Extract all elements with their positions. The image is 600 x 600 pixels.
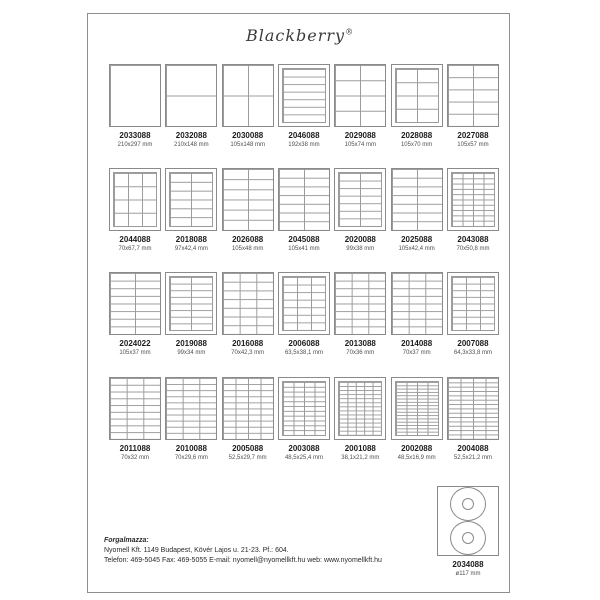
product-size: 52,5x29,7 mm [228, 455, 267, 461]
label-sheet-thumbnail [165, 168, 217, 231]
product-code: 2002088 [401, 444, 433, 453]
cd-disc-hole-icon [462, 532, 474, 544]
label-sheet-thumbnail [278, 168, 330, 231]
product-size: 192x38 mm [288, 142, 320, 148]
product-item [108, 377, 162, 462]
product-code: 2005088 [232, 444, 264, 453]
label-grid [113, 172, 157, 227]
product-size: 210x148 mm [173, 142, 209, 148]
label-sheet-thumbnail [447, 168, 499, 231]
label-sheet-thumbnail [222, 168, 274, 231]
label-grid [223, 65, 273, 126]
product-size: 70x50,8 mm [456, 246, 490, 252]
label-grid [110, 273, 160, 334]
product-size: 70x37 mm [402, 350, 431, 356]
product-code: 2044088 [119, 235, 151, 244]
product-item [108, 272, 162, 357]
distributor-label: Forgalmazza: [104, 537, 149, 544]
label-grid [335, 65, 385, 126]
label-sheet-thumbnail [109, 272, 161, 335]
product-item [446, 168, 500, 253]
product-size: 63,5x38,1 mm [284, 350, 323, 356]
product-item [333, 272, 387, 357]
label-grid [282, 276, 326, 331]
label-grid [448, 378, 498, 439]
product-size: 48,5x25,4 mm [284, 455, 323, 461]
product-row-4 [108, 377, 500, 462]
product-code: 2026088 [232, 235, 264, 244]
product-item [221, 64, 275, 149]
product-code: 2001088 [344, 444, 376, 453]
label-sheet-thumbnail [165, 272, 217, 335]
product-item [333, 377, 387, 462]
product-item [390, 377, 444, 462]
product-size: 70x29,6 mm [174, 455, 208, 461]
product-code: 2018088 [175, 235, 207, 244]
product-item [446, 377, 500, 462]
label-sheet-thumbnail [278, 377, 330, 440]
distributor-footer [104, 536, 382, 566]
product-code: 2007088 [457, 339, 489, 348]
label-grid [282, 381, 326, 436]
product-code: 2029088 [344, 131, 376, 140]
label-grid [166, 378, 216, 439]
label-grid [392, 273, 442, 334]
label-sheet-thumbnail [109, 64, 161, 127]
product-item [164, 272, 218, 357]
product-code: 2004088 [457, 444, 489, 453]
product-code: 2003088 [288, 444, 320, 453]
product-code: 2045088 [288, 235, 320, 244]
product-code: 2006088 [288, 339, 320, 348]
label-grid [335, 273, 385, 334]
label-grid [223, 169, 273, 230]
product-code: 2046088 [288, 131, 320, 140]
product-size: 70x36 mm [346, 350, 375, 356]
label-sheet-thumbnail [165, 64, 217, 127]
product-item [390, 272, 444, 357]
product-row-3 [108, 272, 500, 357]
product-item [164, 64, 218, 149]
product-item [108, 168, 162, 253]
label-sheet-thumbnail [278, 64, 330, 127]
label-grid [223, 378, 273, 439]
label-grid [169, 172, 213, 227]
product-item [164, 168, 218, 253]
product-code: 2019088 [175, 339, 207, 348]
label-sheet-thumbnail [109, 377, 161, 440]
product-item [277, 272, 331, 357]
label-sheet-thumbnail [391, 272, 443, 335]
product-code: 2014088 [401, 339, 433, 348]
product-size: 105x70 mm [400, 142, 433, 148]
product-size: 38,1x21,2 mm [341, 455, 380, 461]
product-size: 105x74 mm [344, 142, 376, 148]
label-sheet-thumbnail [447, 64, 499, 127]
product-size: 105x148 mm [230, 142, 265, 148]
label-sheet-thumbnail [334, 168, 386, 231]
cd-disc-icon [450, 521, 486, 555]
product-item [446, 272, 500, 357]
label-grid [279, 169, 329, 230]
product-item [164, 377, 218, 462]
product-size: 70x42,3 mm [231, 350, 265, 356]
label-sheet-thumbnail [391, 168, 443, 231]
product-code: 2027088 [457, 131, 489, 140]
label-sheet-thumbnail [334, 377, 386, 440]
label-grid [110, 65, 160, 126]
product-item [390, 168, 444, 253]
label-grid [223, 273, 273, 334]
brand-name: Blackberry [245, 26, 346, 45]
product-code: 2016088 [232, 339, 264, 348]
label-grid [395, 381, 439, 436]
product-size: ø117 mm [455, 571, 481, 577]
product-item [333, 168, 387, 253]
product-item [333, 64, 387, 149]
product-code: 2010088 [175, 444, 207, 453]
product-size: 210x297 mm [117, 142, 153, 148]
label-sheet-thumbnail [447, 377, 499, 440]
product-code: 2033088 [119, 131, 151, 140]
product-size: 97x42,4 mm [174, 246, 208, 252]
label-grid [392, 169, 442, 230]
distributor-address: Nyomell Kft. 1149 Budapest, Kövér Lajos u. 21-23. Pf.: 604. [104, 547, 289, 554]
product-code: 2025088 [401, 235, 433, 244]
label-sheet-thumbnail [334, 64, 386, 127]
product-size: 70x67,7 mm [118, 246, 152, 252]
label-sheet-thumbnail [222, 377, 274, 440]
product-size: 105x48 mm [231, 246, 264, 252]
product-size: 105x42,4 mm [398, 246, 435, 252]
product-item [221, 272, 275, 357]
product-row-2 [108, 168, 500, 253]
product-code: 2011088 [119, 444, 151, 453]
product-size: 105x57 mm [457, 142, 489, 148]
product-item [277, 377, 331, 462]
product-item [446, 64, 500, 149]
label-sheet-thumbnail [165, 377, 217, 440]
label-sheet-thumbnail [334, 272, 386, 335]
label-grid [395, 68, 439, 123]
label-sheet-thumbnail [109, 168, 161, 231]
label-grid [169, 276, 213, 331]
product-code: 2034088 [452, 560, 484, 569]
label-sheet-thumbnail [222, 64, 274, 127]
label-sheet-thumbnail [222, 272, 274, 335]
label-sheet-thumbnail [278, 272, 330, 335]
product-item [108, 64, 162, 149]
product-item [277, 64, 331, 149]
product-item [221, 168, 275, 253]
label-grid [338, 172, 382, 227]
label-sheet-thumbnail [391, 377, 443, 440]
product-size: 105x37 mm [119, 350, 151, 356]
product-item [277, 168, 331, 253]
label-grid [451, 172, 495, 227]
product-item [390, 64, 444, 149]
product-size: 105x41 mm [288, 246, 320, 252]
product-item [221, 377, 275, 462]
product-size: 99x34 mm [177, 350, 206, 356]
registered-trademark-mark: ® [345, 27, 355, 37]
label-grid [338, 381, 382, 436]
product-code: 2024022 [119, 339, 151, 348]
label-grid [110, 378, 160, 439]
label-grid [166, 65, 216, 126]
distributor-contact: Telefon: 469-5045 Fax: 469-5055 E-mail: nyomell@nyomellkft.hu web: www.nyomellkft.hu [104, 557, 382, 564]
label-grid [451, 276, 495, 331]
product-size: 70x32 mm [120, 455, 149, 461]
label-grid [448, 65, 498, 126]
product-code: 2043088 [457, 235, 489, 244]
cd-disc-icon [450, 487, 486, 521]
product-code: 2028088 [401, 131, 433, 140]
product-item-cd [436, 486, 500, 578]
product-code: 2032088 [175, 131, 207, 140]
product-size: 52,5x21,2 mm [453, 455, 492, 461]
product-size: 64,3x33,8 mm [453, 350, 492, 356]
label-grid [282, 68, 326, 123]
label-sheet-thumbnail [391, 64, 443, 127]
product-size: 48,5x16,9 mm [397, 455, 436, 461]
product-row-1 [108, 64, 500, 149]
cd-disc-hole-icon [462, 498, 474, 510]
label-sheet-thumbnail [447, 272, 499, 335]
product-code: 2013088 [344, 339, 376, 348]
product-code: 2030088 [232, 131, 264, 140]
brand-title [0, 26, 600, 45]
product-code: 2020088 [344, 235, 376, 244]
product-size: 99x38 mm [346, 246, 375, 252]
cd-label-sheet-thumbnail [437, 486, 499, 556]
